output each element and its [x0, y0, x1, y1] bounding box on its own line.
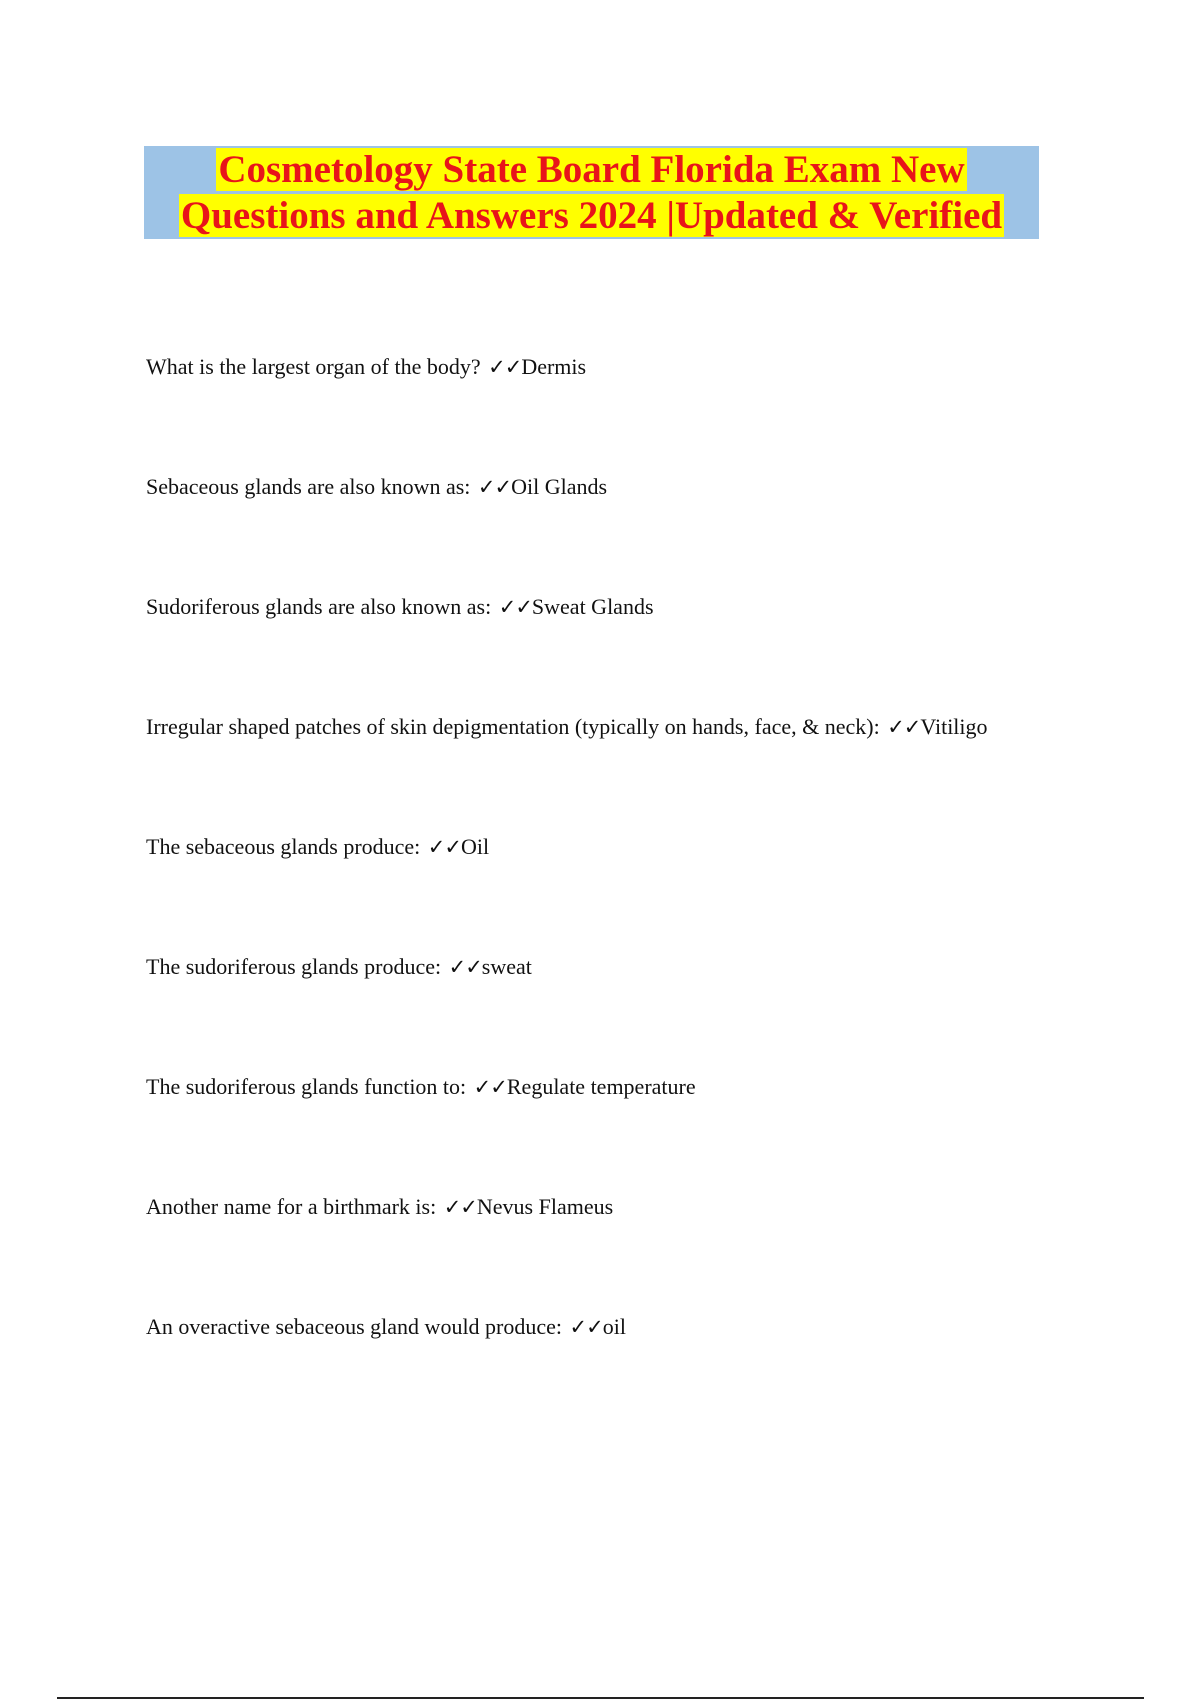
question-text: Sebaceous glands are also known as:: [146, 474, 471, 499]
question-text: What is the largest organ of the body?: [146, 354, 481, 379]
double-check-icon: ✓✓: [488, 355, 522, 379]
question-text: Another name for a birthmark is:: [146, 1194, 437, 1219]
title-line-2: Questions and Answers 2024 |Updated & Verified: [180, 194, 1003, 237]
double-check-icon: ✓✓: [498, 595, 532, 619]
question-text: The sebaceous glands produce:: [146, 834, 421, 859]
qa-item: [146, 592, 1146, 712]
double-check-icon: ✓✓: [427, 835, 461, 859]
question-text: The sudoriferous glands produce:: [146, 954, 442, 979]
answer-text: Sweat Glands: [531, 594, 654, 619]
double-check-icon: ✓✓: [448, 955, 482, 979]
answer-text: Nevus Flameus: [476, 1194, 614, 1219]
double-check-icon: ✓✓: [887, 715, 921, 739]
question-text: The sudoriferous glands function to:: [146, 1074, 467, 1099]
title-line-1: Cosmetology State Board Florida Exam New: [218, 148, 965, 191]
footer-divider: [57, 1697, 1144, 1699]
qa-item: [146, 1072, 1146, 1192]
answer-text: oil: [602, 1314, 626, 1339]
double-check-icon: ✓✓: [477, 475, 512, 499]
double-check-icon: ✓✓: [569, 1315, 603, 1339]
answer-text: Vitiligo: [920, 714, 988, 739]
question-text: An overactive sebaceous gland would produce:: [146, 1314, 563, 1339]
double-check-icon: ✓✓: [473, 1075, 507, 1099]
answer-text: sweat: [481, 954, 532, 979]
answer-text: Regulate temperature: [506, 1074, 696, 1099]
qa-item: [146, 712, 1146, 832]
answer-text: Oil Glands: [511, 474, 608, 499]
answer-text: Dermis: [521, 354, 587, 379]
question-text: Sudoriferous glands are also known as:: [146, 594, 492, 619]
question-text: Irregular shaped patches of skin depigmentation (typically on hands, face, & neck):: [146, 714, 880, 739]
qa-item: [146, 352, 1146, 472]
qa-item: [146, 952, 1146, 1072]
document-title: [144, 146, 1039, 239]
qa-item: [146, 832, 1146, 952]
qa-list: [146, 352, 1146, 1432]
double-check-icon: ✓✓: [443, 1195, 477, 1219]
qa-item: [146, 1192, 1146, 1312]
qa-item: [146, 472, 1146, 592]
qa-item: [146, 1312, 1146, 1432]
answer-text: Oil: [461, 834, 490, 859]
